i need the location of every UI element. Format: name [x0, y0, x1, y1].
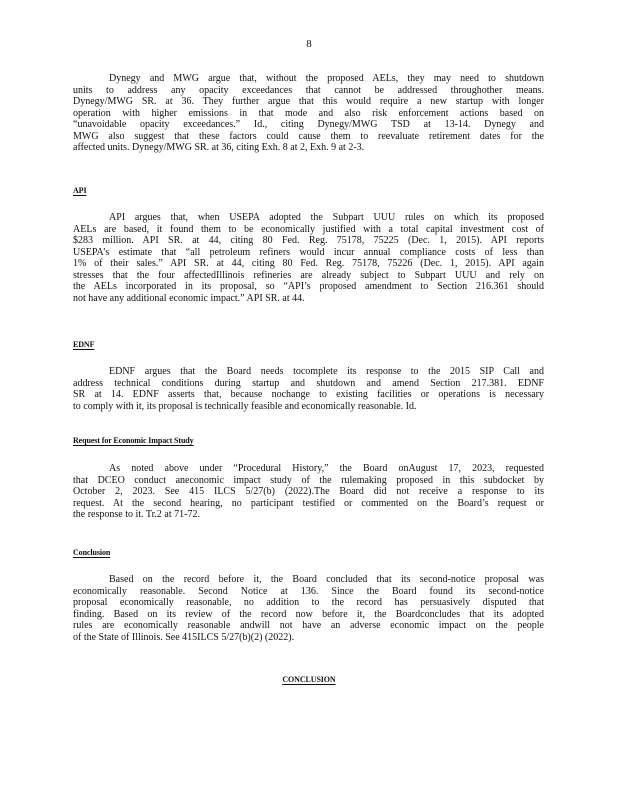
text-line: affected units. Dynegy/MWG SR. at 36, citing Exh. 8 at 2, Exh. 9 at 2-3.	[73, 142, 365, 153]
text-line: Dynegy/MWG SR. at 36. They further argue that this would require a new startup with longer	[73, 96, 544, 107]
paragraph-api	[73, 212, 544, 304]
text-line: Dynegy and MWG argue that, without the proposed AELs, they may need to shutdown	[109, 73, 544, 84]
text-line: API argues that, when USEPA adopted the Subpart UUU rules on which its proposed	[109, 212, 544, 223]
text-line: $283 million. API SR. at 44, citing 80 Fed. Reg. 75178, 75225 (Dec. 1, 2015). API reports	[73, 235, 544, 246]
text-line: request. At the second hearing, no participant testified or commented on the Board’s request or	[73, 497, 544, 509]
text-line: USEPA’s estimate that “all petroleum refiners would incur annual compliance costs of less than	[73, 246, 544, 258]
text-line: proposal economically reasonable, no addition to the record has persuasively disputed that	[73, 597, 544, 608]
text-line: AELs are based, it found them to be economically justified with a total capital investment cost of	[73, 223, 544, 235]
text-line: stresses that the four affectedIllinois refineries are already subject to Subpart UUU and rely on	[73, 269, 544, 281]
text-line: Based on the record before it, the Board concluded that its second-notice proposal was	[109, 574, 544, 585]
text-line: of the State of Illinois. See 415ILCS 5/27(b)(2) (2022).	[73, 631, 295, 643]
section-heading-api: API	[73, 186, 87, 195]
section-heading-ednf: EDNF	[73, 340, 95, 349]
text-line: SR at 14. EDNF asserts that, because nochange to existing facilities or operations is necessary	[73, 389, 544, 400]
text-line: the response to it. Tr.2 at 71-72.	[73, 509, 200, 520]
paragraph-dynegy-mwg	[73, 73, 544, 154]
text-line: MWG also suggest that these factors could cause them to reevaluate retirement dates for the	[73, 130, 544, 142]
text-line: rules are economically reasonable andwill not have an adverse economic impact on the people	[73, 620, 544, 631]
text-line: economically reasonable. Second Notice at 136. Since the Board found its second-notice	[73, 585, 544, 597]
text-line: that DCEO conduct aneconomic impact study of the rulemaking proposed in this subdocket by	[73, 474, 544, 486]
paragraph-request	[73, 463, 544, 521]
text-line: units to address any opacity exceedances that cannot be addressed throughother means.	[73, 84, 544, 96]
paragraph-conclusion	[73, 574, 544, 643]
text-line: 1% of their sales.” API SR. at 44, citing 80 Fed. Reg. 75178, 75226 (Dec. 1, 2015). API again	[73, 258, 544, 269]
text-line: operation with higher emissions in that mode and also risk enforcement actions based on	[73, 107, 544, 119]
section-heading-conclusion: Conclusion	[73, 548, 111, 557]
text-line: address technical conditions during startup and shutdown and amend Section 217.381. EDNF	[73, 377, 544, 389]
section-heading-request: Request for Economic Impact Study	[73, 436, 194, 445]
text-line: “unavoidable opacity exceedances.” Id., citing Dynegy/MWG TSD at 13-14. Dynegy and	[73, 119, 544, 130]
text-line: As noted above under “Procedural History,” the Board onAugust 17, 2023, requested	[109, 463, 544, 474]
text-line: not have any additional economic impact.” API SR. at 44.	[73, 292, 305, 304]
final-heading: CONCLUSION	[282, 675, 336, 684]
text-line: EDNF argues that the Board needs tocomplete its response to the 2015 SIP Call and	[109, 366, 544, 377]
text-line: to comply with it, its proposal is technically feasible and economically reasonable. Id.	[73, 400, 417, 412]
text-line: the AELs incorporated in its proposal, so “API’s proposed amendment to Section 216.361 should	[73, 281, 544, 292]
text-line: finding. Based on its review of the record now before it, the Boardconcludes that its adopted	[73, 608, 544, 620]
page-number: 8	[306, 38, 312, 50]
paragraph-ednf	[73, 366, 544, 412]
text-line: October 2, 2023. See 415 ILCS 5/27(b) (2022).The Board did not receive a response to its	[73, 486, 544, 497]
